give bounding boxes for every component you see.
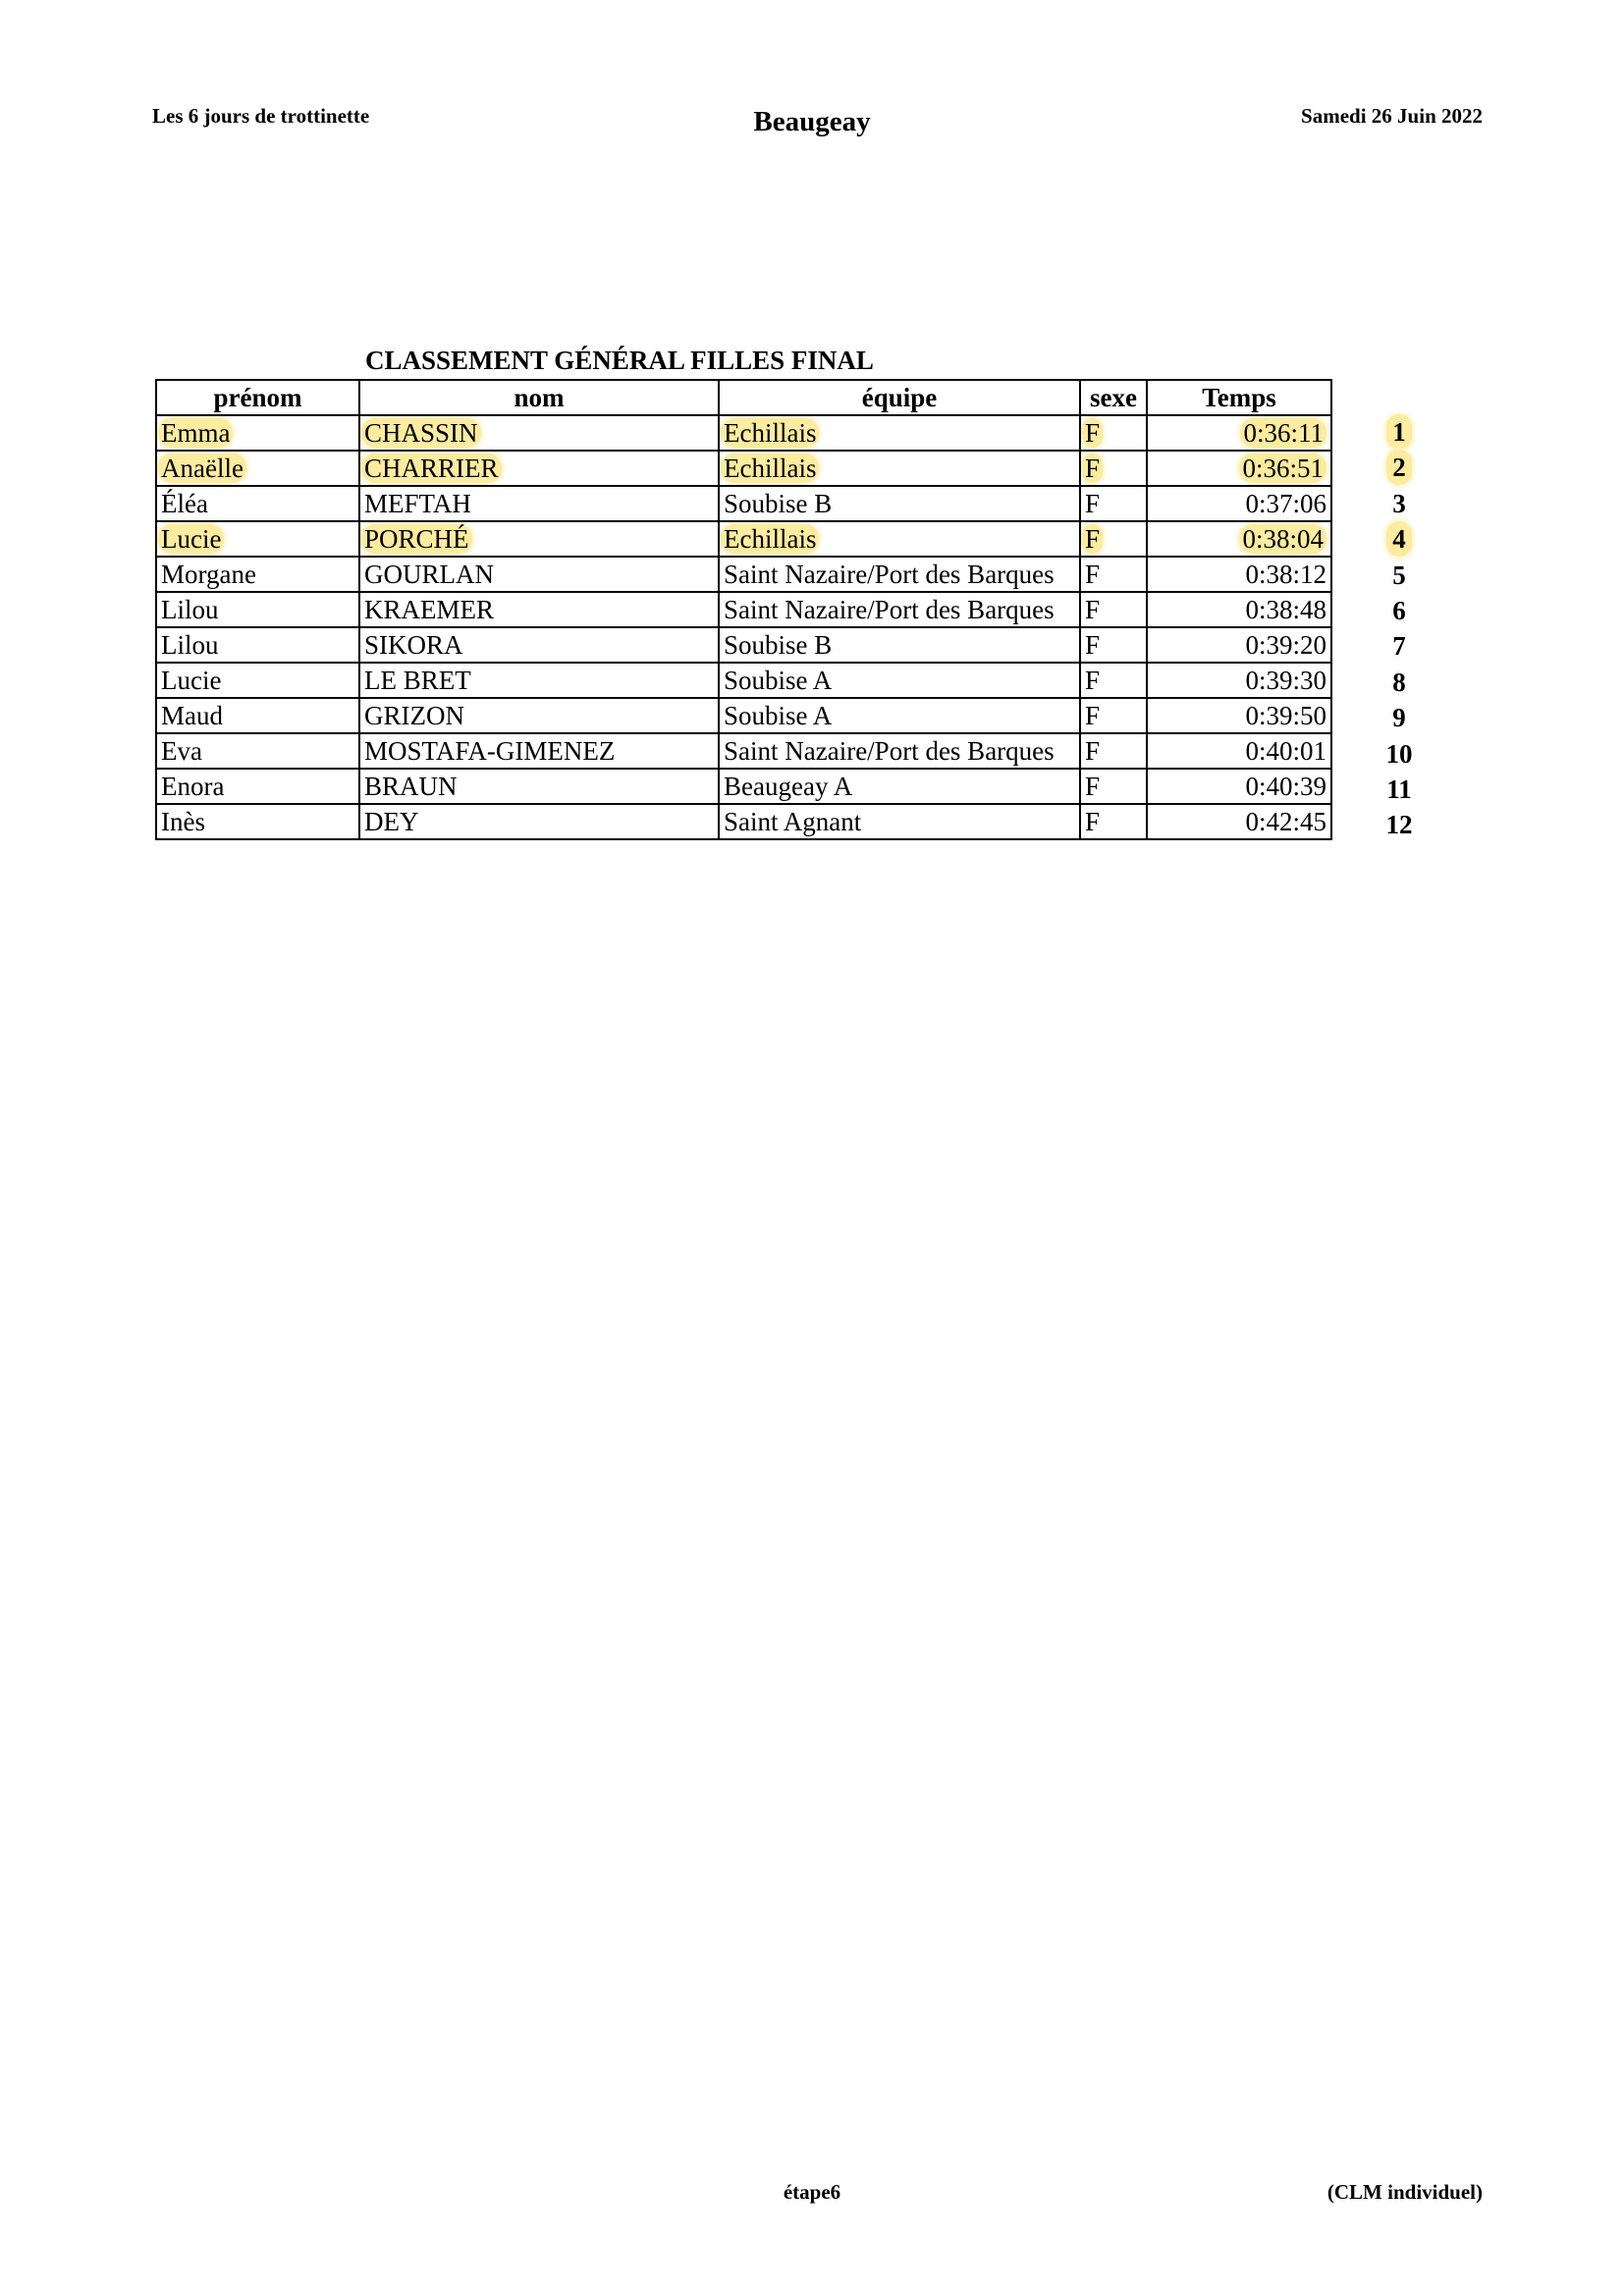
rank-value: 7	[1392, 631, 1406, 662]
cell-prenom-text: Lucie	[161, 666, 222, 695]
cell-prenom-text: Eva	[161, 736, 202, 766]
cell-equipe	[719, 733, 1080, 769]
rank-label	[1375, 414, 1424, 450]
cell-nom	[359, 627, 719, 663]
cell-sexe	[1080, 592, 1147, 627]
column-header-temps: Temps	[1147, 380, 1331, 415]
cell-equipe	[719, 592, 1080, 627]
rank-value: 2	[1386, 450, 1412, 485]
cell-prenom-text: Anaëlle	[158, 454, 246, 483]
cell-temps-text: 0:39:50	[1245, 701, 1326, 730]
table-row	[156, 769, 1331, 804]
cell-prenom	[156, 804, 359, 839]
rank-label	[1375, 807, 1424, 842]
cell-nom	[359, 733, 719, 769]
header-event-name: Les 6 jours de trottinette	[152, 104, 370, 128]
cell-prenom-text: Lilou	[161, 630, 219, 660]
rank-value: 6	[1392, 595, 1406, 625]
cell-temps	[1147, 486, 1331, 521]
table-row	[156, 663, 1331, 698]
cell-nom-text: MEFTAH	[364, 489, 471, 518]
header-location: Beaugeay	[753, 106, 871, 137]
cell-temps-text: 0:37:06	[1245, 489, 1326, 518]
cell-prenom-text: Lucie	[158, 524, 224, 554]
cell-nom-text: BRAUN	[364, 772, 458, 801]
table-row	[156, 733, 1331, 769]
cell-sexe	[1080, 769, 1147, 804]
cell-sexe	[1080, 415, 1147, 451]
footer-stage-type: (CLM individuel)	[1326, 2180, 1483, 2204]
cell-sexe-text: F	[1082, 454, 1103, 483]
table-row	[156, 486, 1331, 521]
cell-equipe	[719, 769, 1080, 804]
table-row	[156, 521, 1331, 557]
cell-equipe-text: Soubise B	[724, 489, 833, 518]
cell-temps	[1147, 627, 1331, 663]
cell-equipe-text: Soubise A	[724, 701, 833, 730]
cell-temps-text: 0:42:45	[1245, 807, 1326, 836]
cell-equipe	[719, 486, 1080, 521]
cell-prenom-text: Enora	[161, 772, 225, 801]
cell-nom	[359, 769, 719, 804]
cell-equipe	[719, 627, 1080, 663]
cell-temps	[1147, 451, 1331, 486]
cell-sexe-text: F	[1085, 772, 1101, 801]
cell-prenom	[156, 663, 359, 698]
cell-nom	[359, 663, 719, 698]
cell-prenom	[156, 627, 359, 663]
cell-nom	[359, 521, 719, 557]
cell-temps	[1147, 592, 1331, 627]
cell-nom-text: DEY	[364, 807, 419, 836]
cell-temps-text: 0:40:01	[1245, 736, 1326, 766]
cell-nom	[359, 592, 719, 627]
cell-nom-text: CHASSIN	[361, 418, 481, 448]
table-row	[156, 592, 1331, 627]
cell-sexe	[1080, 663, 1147, 698]
cell-sexe	[1080, 557, 1147, 592]
cell-nom-text: LE BRET	[364, 666, 471, 695]
cell-sexe	[1080, 804, 1147, 839]
table-row	[156, 698, 1331, 733]
cell-prenom	[156, 557, 359, 592]
rank-label	[1375, 486, 1424, 521]
cell-nom-text: PORCHÉ	[361, 524, 472, 554]
rank-label	[1375, 558, 1424, 593]
cell-equipe-text: Echillais	[721, 524, 819, 554]
cell-nom-text: SIKORA	[364, 630, 463, 660]
cell-equipe-text: Echillais	[721, 418, 819, 448]
cell-prenom-text: Maud	[161, 701, 223, 730]
cell-nom	[359, 486, 719, 521]
rank-label	[1375, 521, 1424, 557]
rank-value: 12	[1385, 810, 1413, 840]
cell-equipe-text: Saint Nazaire/Port des Barques	[724, 595, 1055, 624]
cell-sexe-text: F	[1085, 666, 1101, 695]
cell-equipe	[719, 663, 1080, 698]
rank-value: 9	[1392, 703, 1406, 733]
cell-prenom	[156, 698, 359, 733]
column-header-sexe: sexe	[1080, 380, 1147, 415]
rank-value: 8	[1392, 667, 1406, 697]
cell-equipe	[719, 451, 1080, 486]
cell-prenom	[156, 592, 359, 627]
cell-temps	[1147, 415, 1331, 451]
cell-prenom-text: Lilou	[161, 595, 219, 624]
cell-temps-text: 0:38:48	[1245, 595, 1326, 624]
cell-sexe-text: F	[1085, 595, 1101, 624]
rank-column	[1375, 414, 1424, 843]
cell-nom	[359, 415, 719, 451]
cell-equipe-text: Echillais	[721, 454, 819, 483]
cell-temps-text: 0:38:04	[1239, 524, 1326, 554]
cell-sexe	[1080, 451, 1147, 486]
cell-temps-text: 0:39:20	[1245, 630, 1326, 660]
cell-equipe-text: Saint Nazaire/Port des Barques	[724, 560, 1055, 589]
footer-stage: étape6	[783, 2180, 841, 2204]
cell-prenom-text: Emma	[158, 418, 233, 448]
cell-temps	[1147, 698, 1331, 733]
table-row	[156, 557, 1331, 592]
cell-equipe	[719, 557, 1080, 592]
column-header-nom: nom	[359, 380, 719, 415]
cell-equipe	[719, 698, 1080, 733]
cell-prenom	[156, 733, 359, 769]
cell-temps	[1147, 769, 1331, 804]
rank-value: 10	[1385, 738, 1413, 769]
cell-nom	[359, 451, 719, 486]
rank-label	[1375, 665, 1424, 700]
cell-temps	[1147, 557, 1331, 592]
cell-sexe-text: F	[1085, 630, 1101, 660]
cell-equipe-text: Saint Agnant	[724, 807, 862, 836]
cell-nom	[359, 698, 719, 733]
cell-nom-text: KRAEMER	[364, 595, 495, 624]
cell-prenom	[156, 769, 359, 804]
results-table	[155, 379, 1332, 840]
cell-sexe-text: F	[1082, 524, 1103, 554]
cell-nom	[359, 804, 719, 839]
cell-sexe-text: F	[1085, 807, 1101, 836]
table-title: CLASSEMENT GÉNÉRAL FILLES FINAL	[365, 346, 874, 375]
cell-temps	[1147, 663, 1331, 698]
cell-equipe	[719, 521, 1080, 557]
cell-equipe-text: Beaugeay A	[724, 772, 853, 801]
rank-value: 1	[1386, 414, 1412, 450]
rank-value: 11	[1386, 774, 1412, 804]
cell-nom-text: GRIZON	[364, 701, 464, 730]
cell-temps-text: 0:40:39	[1245, 772, 1326, 801]
table-header-row	[156, 380, 1331, 415]
cell-equipe	[719, 804, 1080, 839]
rank-value: 5	[1392, 560, 1406, 590]
cell-sexe-text: F	[1085, 736, 1101, 766]
cell-sexe	[1080, 733, 1147, 769]
cell-prenom	[156, 486, 359, 521]
table-row	[156, 804, 1331, 839]
cell-equipe-text: Soubise B	[724, 630, 833, 660]
header-date: Samedi 26 Juin 2022	[1301, 104, 1483, 128]
cell-temps	[1147, 521, 1331, 557]
cell-equipe-text: Saint Nazaire/Port des Barques	[724, 736, 1055, 766]
results-body	[156, 415, 1331, 839]
cell-sexe-text: F	[1085, 489, 1101, 518]
column-header-equipe: équipe	[719, 380, 1080, 415]
column-header-prenom: prénom	[156, 380, 359, 415]
cell-nom-text: GOURLAN	[364, 560, 494, 589]
table-row	[156, 451, 1331, 486]
cell-prenom-text: Morgane	[161, 560, 256, 589]
cell-temps-text: 0:38:12	[1245, 560, 1326, 589]
rank-value: 4	[1386, 521, 1412, 557]
table-row	[156, 415, 1331, 451]
cell-prenom	[156, 521, 359, 557]
rank-label	[1375, 593, 1424, 628]
cell-sexe	[1080, 521, 1147, 557]
cell-nom-text: MOSTAFA-GIMENEZ	[364, 736, 616, 766]
cell-temps-text: 0:36:51	[1239, 454, 1326, 483]
table-row	[156, 627, 1331, 663]
cell-sexe-text: F	[1085, 560, 1101, 589]
cell-sexe	[1080, 627, 1147, 663]
cell-prenom-text: Inès	[161, 807, 205, 836]
cell-sexe-text: F	[1085, 701, 1101, 730]
cell-sexe	[1080, 698, 1147, 733]
cell-temps	[1147, 733, 1331, 769]
cell-sexe	[1080, 486, 1147, 521]
cell-sexe-text: F	[1082, 418, 1103, 448]
cell-prenom	[156, 451, 359, 486]
rank-label	[1375, 450, 1424, 485]
cell-prenom	[156, 415, 359, 451]
cell-equipe-text: Soubise A	[724, 666, 833, 695]
cell-temps	[1147, 804, 1331, 839]
rank-label	[1375, 772, 1424, 807]
cell-nom	[359, 557, 719, 592]
cell-prenom-text: Éléa	[161, 489, 208, 518]
rank-label	[1375, 700, 1424, 735]
rank-label	[1375, 736, 1424, 772]
cell-nom-text: CHARRIER	[361, 454, 502, 483]
cell-equipe	[719, 415, 1080, 451]
rank-label	[1375, 628, 1424, 664]
cell-temps-text: 0:36:11	[1240, 418, 1326, 448]
rank-value: 3	[1392, 488, 1406, 518]
cell-temps-text: 0:39:30	[1245, 666, 1326, 695]
